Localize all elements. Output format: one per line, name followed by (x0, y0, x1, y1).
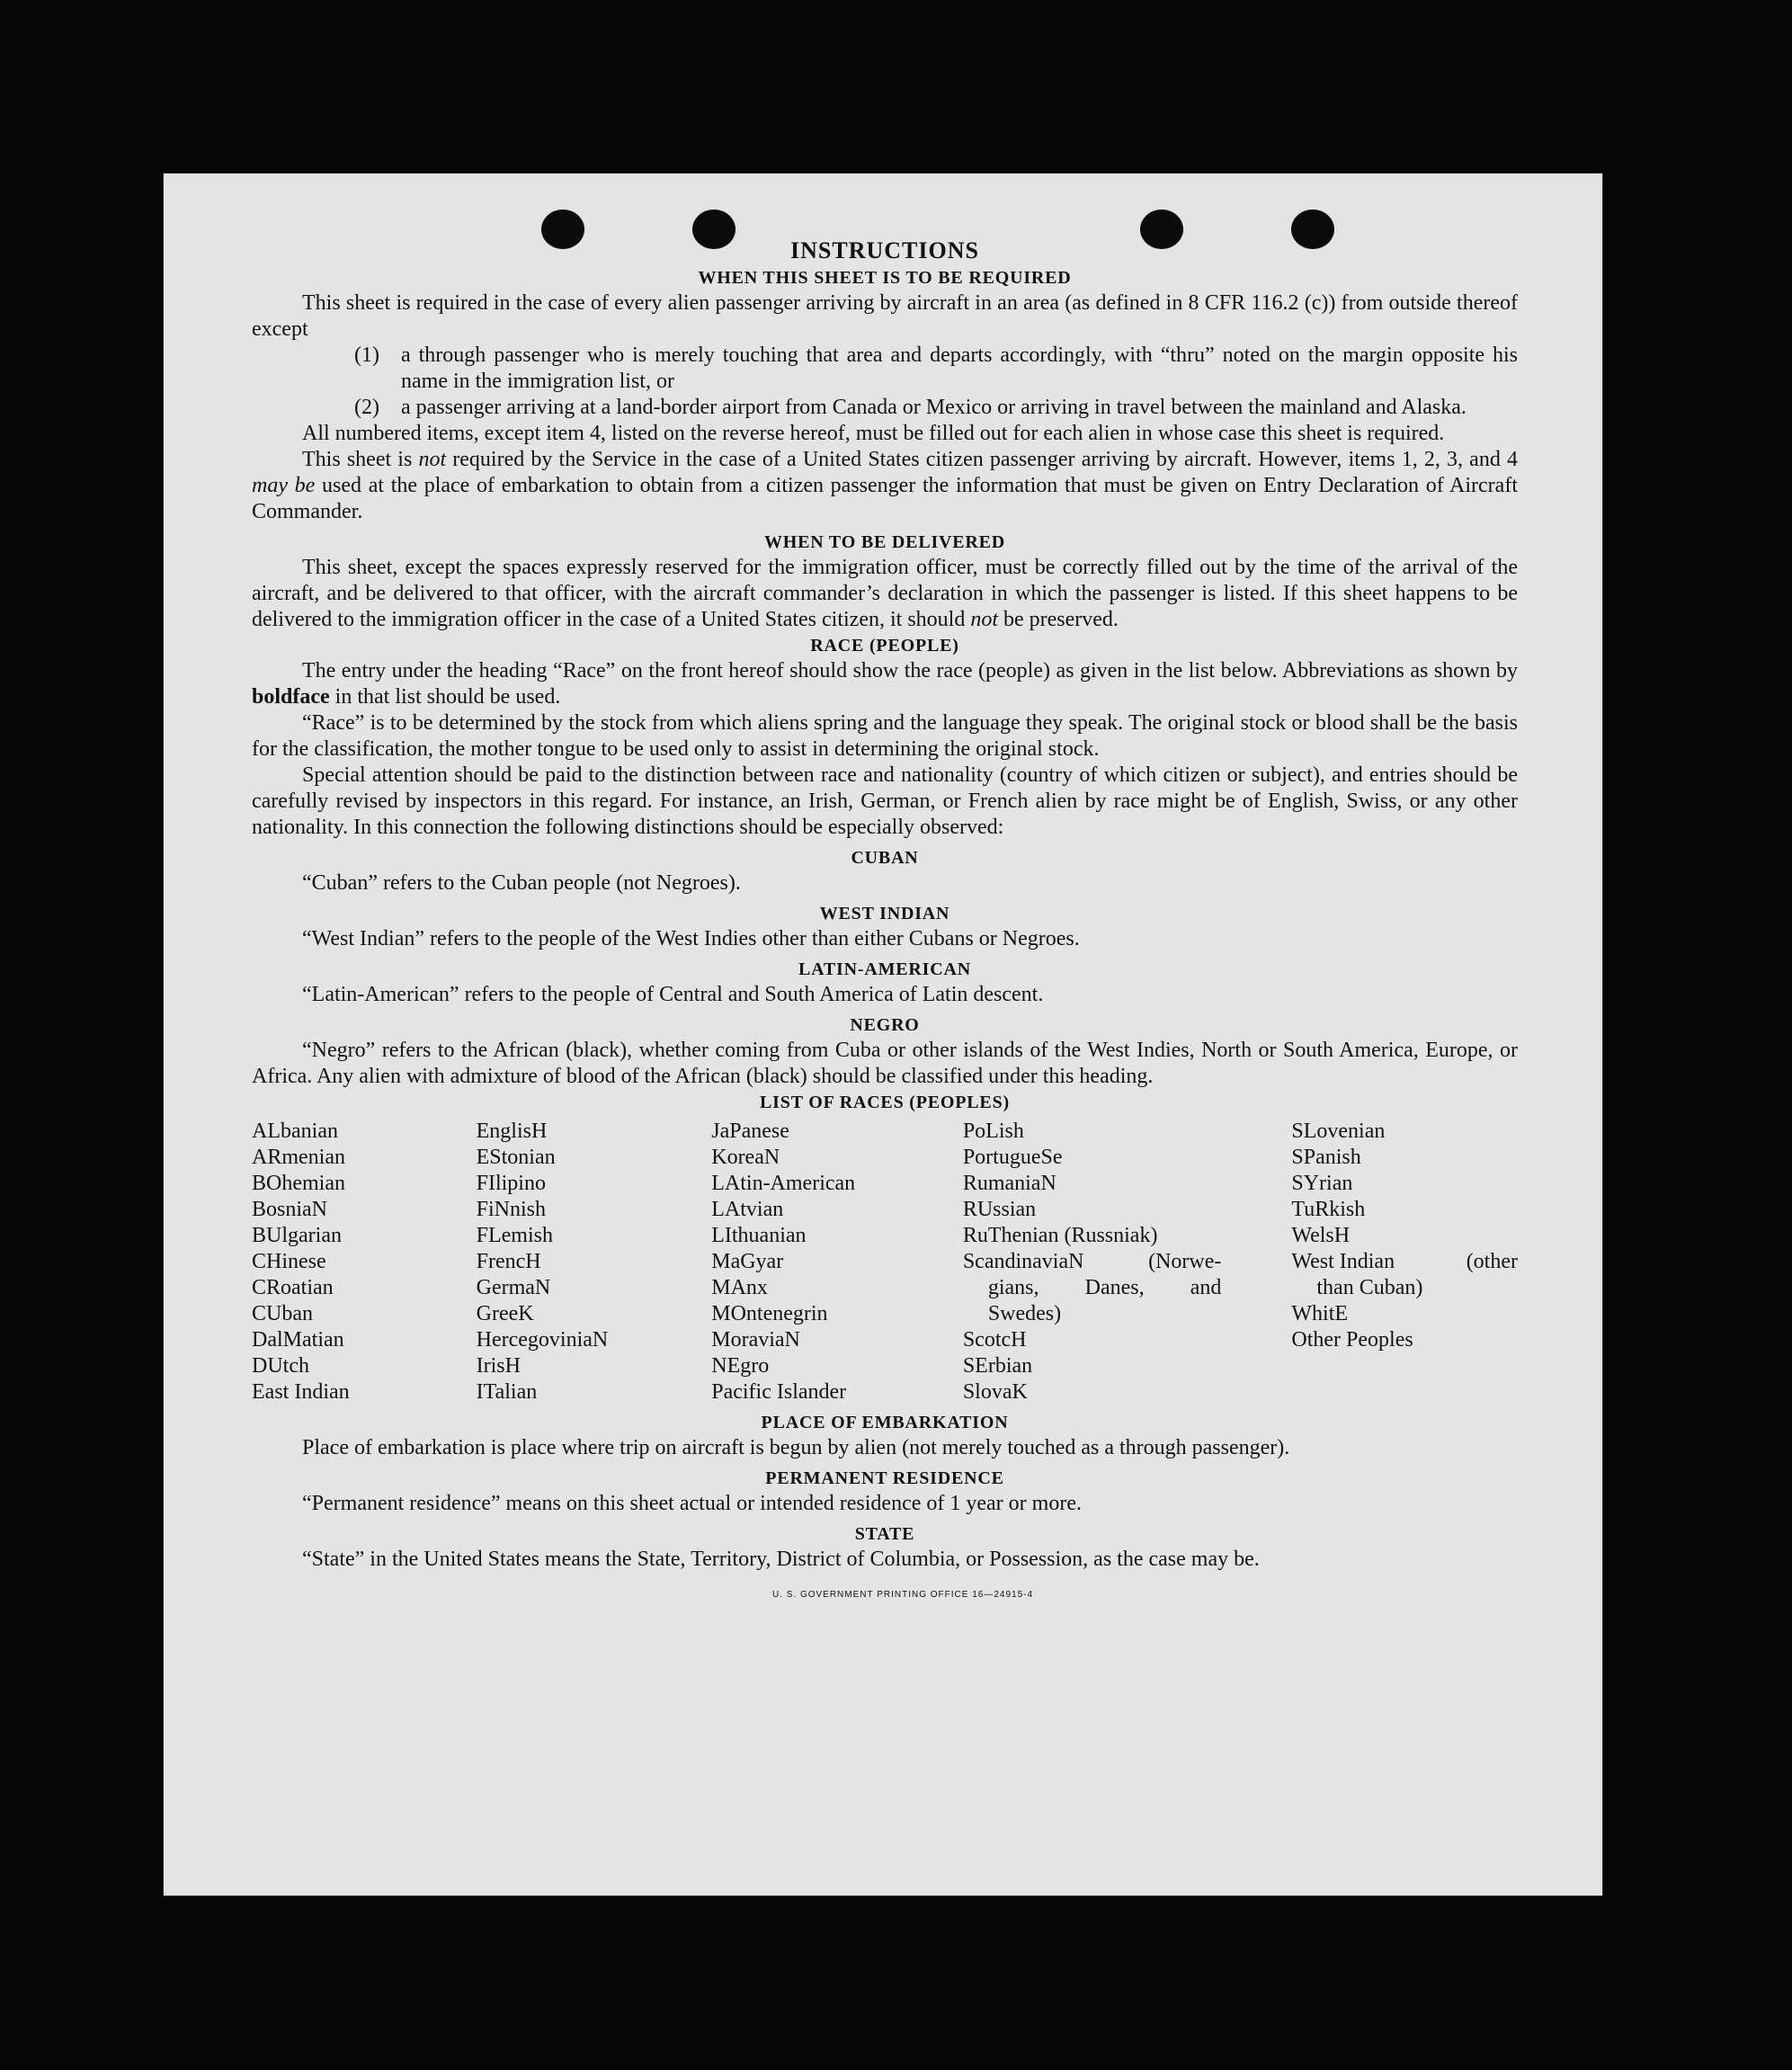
section-heading-delivered: WHEN TO BE DELIVERED (763, 532, 1006, 552)
list-item: SYrian (1291, 1172, 1353, 1195)
section-heading-residence: PERMANENT RESIDENCE (765, 1468, 1004, 1488)
list-item: EnglisH (476, 1120, 548, 1143)
race-name-continued: Danes, (1084, 1276, 1145, 1299)
list-item: IrisH (476, 1354, 521, 1378)
list-item: SLovenian (1291, 1120, 1386, 1143)
list-item: WelsH (1291, 1224, 1351, 1247)
list-item: FrencH (476, 1250, 541, 1273)
race-name-continued: and (1190, 1276, 1222, 1299)
race-list (252, 1119, 1518, 1405)
list-item: DalMatian (252, 1328, 344, 1352)
list-item: LAtin-American (711, 1172, 856, 1195)
item-number: (2) (354, 396, 379, 419)
text-run: in that list should be used. (329, 685, 561, 709)
race-column (963, 1119, 1222, 1405)
race-group (1291, 1301, 1518, 1353)
list-item-continued (963, 1275, 1222, 1301)
list-item: LAtvian (711, 1198, 784, 1221)
section-heading-state: STATE (854, 1524, 915, 1544)
document-sheet (164, 174, 1602, 1896)
list-item: RuThenian (Russniak) (962, 1224, 1158, 1247)
list-item: ITalian (476, 1380, 538, 1404)
list-item: NEgro (711, 1354, 770, 1378)
text-run: The entry under the heading “Race” on the front hereof should show the race (people) as given in the list below. Abbreviations as shown by (302, 659, 1518, 683)
race-group (1291, 1119, 1518, 1249)
list-item: DUtch (252, 1354, 309, 1378)
list-item: CUban (252, 1302, 313, 1325)
bold-text: boldface (252, 685, 330, 709)
list-item-continued: than Cuban) (1316, 1276, 1423, 1299)
list-item (1291, 1249, 1518, 1275)
list-item: SPanish (1291, 1146, 1361, 1169)
list-item: CHinese (252, 1250, 326, 1273)
paragraph (252, 447, 1518, 525)
paragraph: “West Indian” refers to the people of the West Indies other than either Cubans or Negroes. (302, 927, 1080, 950)
section-heading-required: WHEN THIS SHEET IS TO BE REQUIRED (698, 268, 1072, 288)
paragraph: “Negro” refers to the African (black), whether coming from Cuba or other islands of the West Indies, North or South America, Europe, or Africa. Any alien with admixture of blood of the African (black) should be classified under this heading. (252, 1039, 1518, 1088)
list-item: Other Peoples (1291, 1328, 1413, 1352)
text-run: This sheet, except the spaces expressly reserved for the immigration officer, must be correctly filled out by the time of the arrival of the aircraft, and be delivered to that officer, with the aircraft commander’s declaration in which the passenger is listed. If this sheet happens to be delivered to the immigration officer in the case of a United States citizen, it should (252, 556, 1518, 631)
list-item: MoraviaN (711, 1328, 800, 1352)
list-item: GermaN (476, 1276, 551, 1299)
list-item (354, 395, 1518, 421)
page-title: INSTRUCTIONS (790, 237, 979, 263)
list-item: PoLish (962, 1120, 1024, 1143)
list-item: Pacific Islander (711, 1380, 847, 1404)
paragraph: “Latin-American” refers to the people of Central and South America of Latin descent. (302, 983, 1044, 1006)
list-item: BosniaN (252, 1198, 327, 1221)
italic-text: may be (252, 474, 316, 497)
paragraph: Special attention should be paid to the distinction between race and nationality (country of which citizen or subject), and entries should be carefully revised by inspectors in this regard. For instance, an Irish, German, or French alien by race might be of English, Swiss, or any other nationality. In this connection the following distinctions should be especially observed: (252, 763, 1518, 839)
paragraph (252, 658, 1518, 710)
list-item: FIlipino (476, 1172, 546, 1195)
instructions-content (252, 236, 1518, 1608)
race-column (711, 1119, 963, 1405)
race-name-continued: (Norwe- (1148, 1250, 1222, 1273)
section-heading-embarkation: PLACE OF EMBARKATION (761, 1413, 1009, 1432)
text-run: required by the Service in the case of a United States citizen passenger arriving by aircraft. However, items 1, 2, 3, and 4 (446, 448, 1518, 471)
section-heading-cuban: CUBAN (851, 848, 919, 868)
race-group (963, 1327, 1222, 1405)
race-name-continued: gians, (987, 1276, 1039, 1299)
list-item: FLemish (476, 1224, 553, 1247)
list-item: WhitE (1291, 1302, 1349, 1325)
list-item: RUssian (962, 1198, 1037, 1221)
list-item: EStonian (476, 1146, 556, 1169)
list-item (354, 343, 1518, 395)
list-item: MaGyar (711, 1250, 784, 1273)
list-item: RumaniaN (962, 1172, 1056, 1195)
list-item-continued: Swedes) (987, 1302, 1062, 1325)
section-heading-latin-american: LATIN-AMERICAN (798, 959, 971, 979)
list-item: East Indian (252, 1380, 350, 1404)
text-run: be preserved. (998, 608, 1119, 631)
text-run: used at the place of embarkation to obtain from a citizen passenger the information that must be given on Entry Declaration of Aircraft Commander. (252, 474, 1518, 523)
list-item: SlovaK (962, 1380, 1028, 1404)
paragraph: All numbered items, except item 4, listed on the reverse hereof, must be filled out for each alien in whose case this sheet is required. (302, 422, 1445, 445)
list-item: GreeK (476, 1302, 534, 1325)
item-text: a passenger arriving at a land-border airport from Canada or Mexico or arriving in travel between the mainland and Alaska. (401, 396, 1467, 419)
list-item: BOhemian (252, 1172, 345, 1195)
list-item: PortugueSe (962, 1146, 1063, 1169)
race-name-continued: (other (1466, 1250, 1518, 1273)
list-item: KoreaN (711, 1146, 780, 1169)
list-item: MAnx (711, 1276, 768, 1299)
list-item: CRoatian (252, 1276, 334, 1299)
printer-imprint: U. S. GOVERNMENT PRINTING OFFICE 16—24915-4 (771, 1590, 1034, 1600)
section-heading-race-list: LIST OF RACES (PEOPLES) (760, 1093, 1010, 1112)
race-group (963, 1119, 1222, 1249)
race-column (252, 1119, 477, 1405)
paragraph: “Permanent residence” means on this sheet actual or intended residence of 1 year or more. (302, 1492, 1082, 1515)
paragraph: Place of embarkation is place where trip on aircraft is begun by alien (not merely touched as a through passenger). (302, 1436, 1290, 1459)
italic-text: not (970, 608, 998, 631)
paragraph: “Cuban” refers to the Cuban people (not Negroes). (302, 871, 741, 895)
race-column (477, 1119, 712, 1405)
italic-text: not (418, 448, 447, 471)
item-number: (1) (354, 344, 379, 367)
paragraph: “State” in the United States means the State, Territory, District of Columbia, or Possession, as the case may be. (302, 1548, 1260, 1571)
race-column (1291, 1119, 1518, 1405)
section-heading-race: RACE (PEOPLE) (810, 636, 959, 656)
section-heading-west-indian: WEST INDIAN (819, 904, 950, 923)
race-name: ScandinaviaN (962, 1250, 1084, 1273)
section-heading-negro: NEGRO (850, 1015, 920, 1035)
paragraph (252, 555, 1518, 633)
list-item: HercegoviniaN (476, 1328, 609, 1352)
paragraph: This sheet is required in the case of every alien passenger arriving by aircraft in an area (as defined in 8 CFR 116.2 (c)) from outside thereof except (252, 291, 1518, 341)
list-item: ARmenian (252, 1146, 345, 1169)
list-item: SErbian (962, 1354, 1033, 1378)
list-item: MOntenegrin (711, 1302, 828, 1325)
list-item: TuRkish (1291, 1198, 1366, 1221)
list-item: ALbanian (252, 1120, 338, 1143)
text-run: This sheet is (302, 448, 419, 471)
list-item: LIthuanian (711, 1224, 807, 1247)
list-item (963, 1249, 1222, 1275)
race-name: West Indian (1291, 1250, 1395, 1273)
list-item: FiNnish (476, 1198, 546, 1221)
list-item: JaPanese (711, 1120, 789, 1143)
list-item: ScotcH (962, 1328, 1027, 1352)
list-item: BUlgarian (252, 1224, 342, 1247)
item-text: a through passenger who is merely touching that area and departs accordingly, with “thru” noted on the margin opposite his name in the immigration list, or (401, 344, 1518, 393)
paragraph: “Race” is to be determined by the stock from which aliens spring and the language they speak. The original stock or blood shall be the basis for the classification, the mother tongue to be used only to assist in determining the original stock. (252, 711, 1518, 761)
